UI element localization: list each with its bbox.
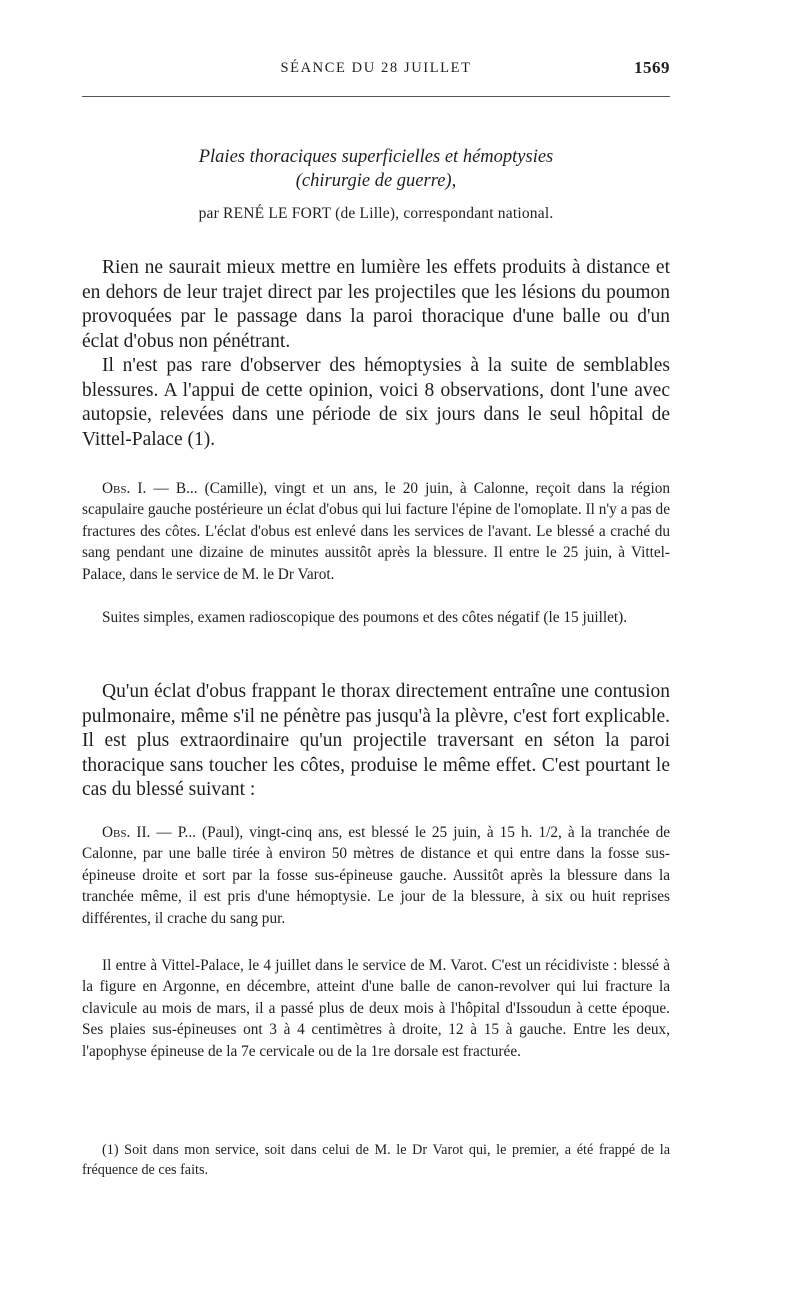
running-head: [82, 58, 670, 82]
page-number: 1569: [634, 58, 670, 77]
article-title-line2: (chirurgie de guerre),: [295, 171, 457, 191]
header-rule: [82, 96, 670, 97]
intro-paragraph-1: Rien ne saurait mieux mettre en lumière les effets produits à distance et en dehors de leur trajet direct par les projectiles que les lésions du poumon provoquées par le passage dans la paroi thoracique d'une balle ou d'un éclat d'obus non pénétrant.: [82, 257, 670, 352]
observation-1-followup: Suites simples, examen radioscopique des poumons et des côtes négatif (le 15 juillet).: [102, 609, 628, 626]
middle-paragraph: Qu'un éclat d'obus frappant le thorax directement entraîne une contusion pulmonaire, même s'il ne pénètre pas jusqu'à la plèvre, c'est fort explicable. Il est plus extraordinaire qu'un projectile traversant en séton la paroi thoracique sans toucher les côtes, produise le même effet. C'est pourtant le cas du blessé suivant :: [82, 681, 670, 800]
observation-2-label: Obs. II.: [102, 824, 151, 841]
article-title: [82, 145, 670, 193]
footnote: (1) Soit dans mon service, soit dans celui de M. le Dr Varot qui, le premier, a été frappé de la fréquence de ces faits.: [82, 1142, 670, 1178]
observation-1-label: Obs. I.: [102, 480, 147, 497]
observation-2-text: — P... (Paul), vingt-cinq ans, est blessé le 25 juin, à 15 h. 1/2, à la tranchée de Calonne, par une balle tirée à environ 50 mètres de distance et qui entre dans la fosse sus-épineuse droite et sort par la fosse sus-épineuse gauche. Aussitôt après la blessure dans la tranchée même, il est pris d'une hémoptysie. Le jour de la blessure, à six ou huit reprises différentes, il crache du sang pur.: [82, 824, 671, 927]
article-title-line1: Plaies thoraciques superficielles et hémoptysies: [198, 147, 554, 167]
observation-1-text: — B... (Camille), vingt et un ans, le 20 juin, à Calonne, reçoit dans la région scapulaire gauche postérieure un éclat d'obus qui lui facture l'épine de l'omoplate. Il n'y a pas de fractures des côtes. L'éclat d'obus est enlevé dans les services de l'avant. Le blessé a craché du sang pendant une dizaine de minutes aussitôt après la blessure. Il entre le 25 juin, à Vittel-Palace, dans le service de M. le Dr Varot.: [82, 480, 670, 583]
observation-2-followup: Il entre à Vittel-Palace, le 4 juillet dans le service de M. Varot. C'est un récidiviste : blessé à la figure en Argonne, en décembre, atteint d'une balle de canon-revolver qui lui fracture la clavicule au mois de mars, il a passé plus de deux mois à l'hôpital d'Issoudun à cette époque. Ses plaies sus-épineuses ont 3 à 4 centimètres à droite, 12 à 15 à gauche. Entre les deux, l'apophyse épineuse de la 7e cervicale ou de la 1re dorsale est fracturée.: [82, 957, 670, 1060]
article-byline: par RENÉ LE FORT (de Lille), correspondant national.: [198, 205, 554, 222]
observation-1: [82, 478, 670, 585]
observation-2: [82, 822, 670, 929]
running-head-title: SÉANCE DU 28 JUILLET: [280, 60, 472, 76]
intro-paragraph-2: Il n'est pas rare d'observer des hémoptysies à la suite de semblables blessures. A l'appui de cette opinion, voici 8 observations, dont l'une avec autopsie, relevées dans une période de six jours dans le seul hôpital de Vittel-Palace (1).: [82, 355, 670, 450]
